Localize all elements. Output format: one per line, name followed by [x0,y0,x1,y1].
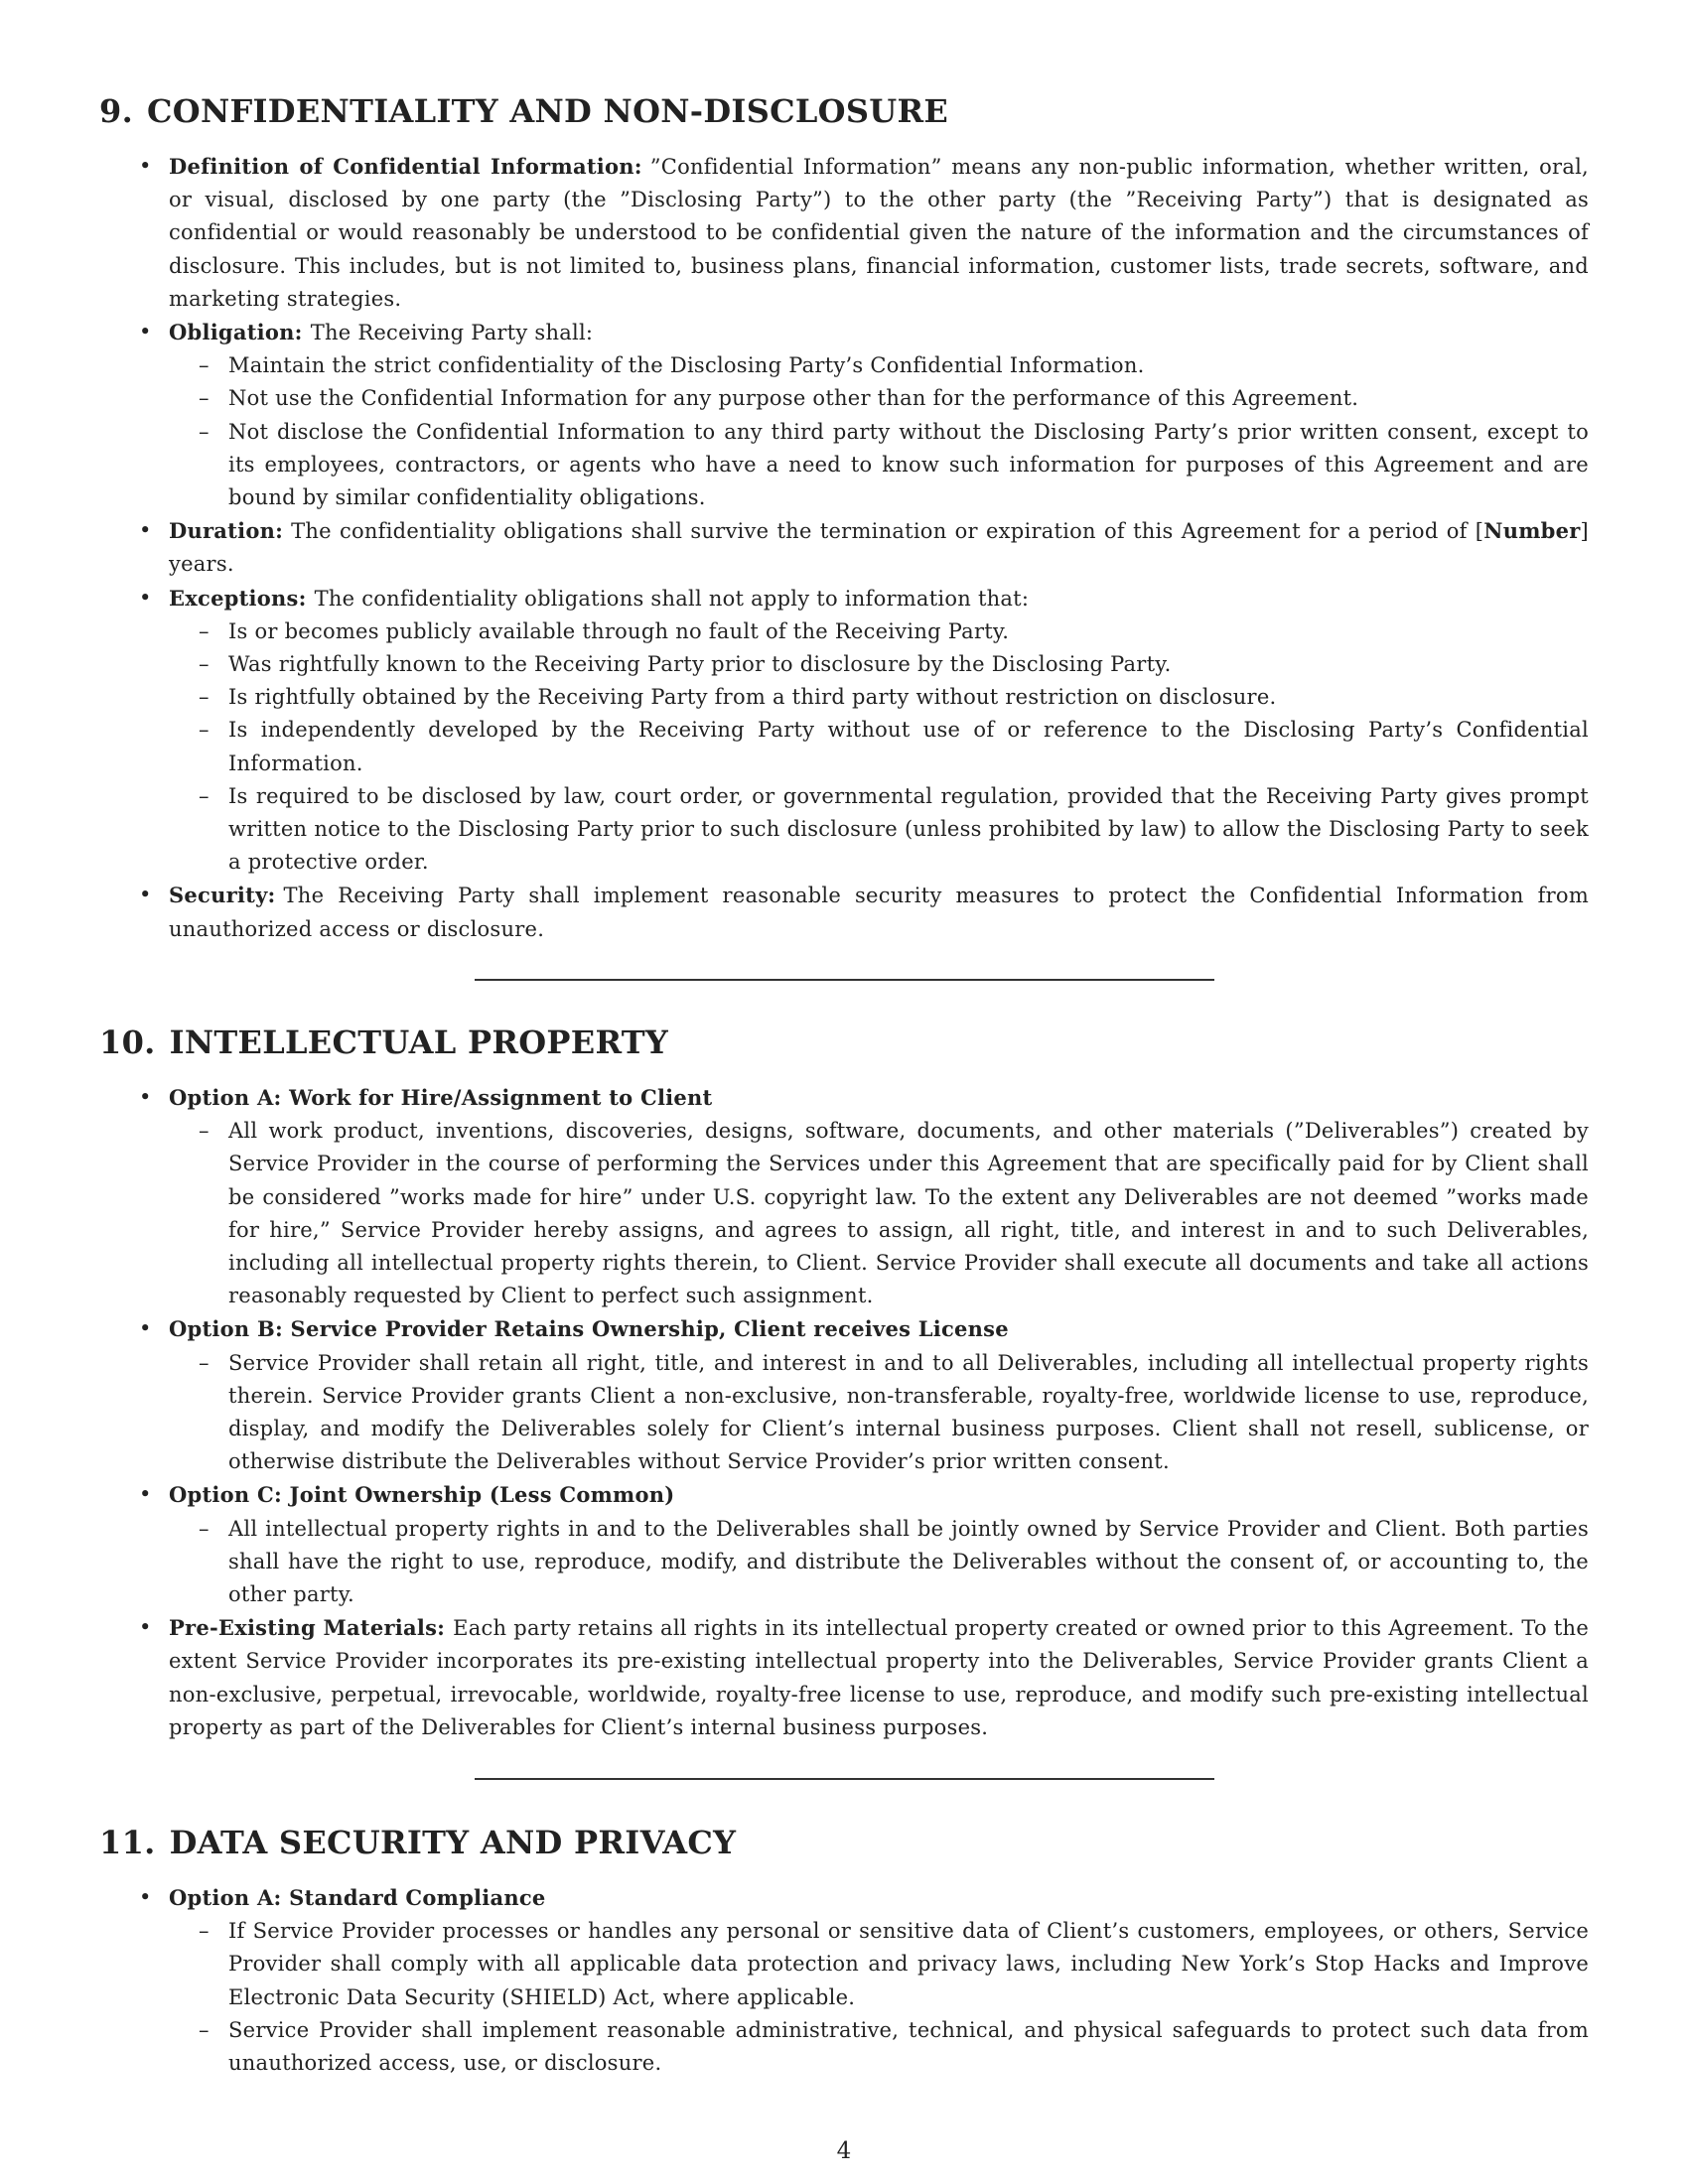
list-item-obligation [169,316,1589,514]
section-10-body [0,1081,1688,1744]
item-label: Option C: Joint Ownership (Less Common) [169,1482,675,1508]
sub-item: – Is independently developed by the Receiving Party without use of or reference to the Disclosing Party’s Confidential Information. [228,714,1589,779]
sub-item: – Maintain the strict confidentiality of the Disclosing Party’s Confidential Information. [228,349,1589,382]
sub-item: – Is or becomes publicly available through no fault of the Receiving Party. [228,615,1589,648]
sub-item: – Not disclose the Confidential Information to any third party without the Disclosing Party’s prior written consent, except to its employees, contractors, or agents who have a need to know such information for purposes of this Agreement and are bound by similar confidentiality obligations. [228,416,1589,515]
sub-item: – All work product, inventions, discoveries, designs, software, documents, and other materials (”Deliverables”) created by Service Provider in the course of performing the Services under this Agreement that are specifically paid for by Client shall be considered ”works made for hire” under U.S. copyright law. To the extent any Deliverables are not deemed ”works made for hire,” Service Provider hereby assigns, and agrees to assign, all right, title, and interest in and to such Deliverables, including all intellectual property rights therein, to Client. Service Provider shall execute all documents and take all actions reasonably requested by Client to perfect such assignment. [228,1115,1589,1312]
item-label: Duration: [169,518,284,544]
item-label: Option A: Work for Hire/Assignment to Client [169,1085,713,1110]
list-item-option-b [169,1312,1589,1478]
section-9-body [0,150,1688,946]
sub-list [169,1513,1589,1612]
sub-item: – Is required to be disclosed by law, court order, or governmental regulation, provided that the Receiving Party gives prompt written notice to the Disclosing Party prior to such disclosure (unless prohibited by law) to allow the Disclosing Party to seek a protective order. [228,780,1589,880]
bullet-list [0,150,1589,946]
item-text: The Receiving Party shall: [310,321,594,345]
item-text: The confidentiality obligations shall not apply to information that: [314,586,1030,611]
bullet-list [0,1081,1589,1744]
sub-item: – Service Provider shall implement reasonable administrative, technical, and physical safeguards to protect such data from unauthorized access, use, or disclosure. [228,2014,1589,2080]
sub-list [169,349,1589,514]
section-title: DATA SECURITY AND PRIVACY [169,1824,737,1861]
item-text-end: ] years. [169,519,1589,577]
sub-item: – Was rightfully known to the Receiving Party prior to disclosure by the Disclosing Party. [228,648,1589,681]
item-text: ”Confidential Information” means any non-public information, whether written, oral, or visual, disclosed by one party (the ”Disclosing Party”) to the other party (the ”Receiving Party”) that is designated as confidential or would reasonably be understood to be confidential given the nature of the information and the circumstances of disclosure. This includes, but is not limited to, business plans, financial information, customer lists, trade secrets, software, and marketing strategies. [169,155,1589,311]
list-item-duration [169,514,1589,581]
number-placeholder: Number [1483,518,1581,544]
item-label: Exceptions: [169,585,307,611]
sub-list [169,1915,1589,2080]
item-label: Obligation: [169,320,303,345]
sub-list [169,615,1589,880]
item-label: Pre-Existing Materials: [169,1615,446,1641]
section-title: CONFIDENTIALITY AND NON-DISCLOSURE [147,92,949,130]
item-label: Option B: Service Provider Retains Ownership, Client receives License [169,1316,1009,1342]
sub-list [169,1115,1589,1312]
item-text: The Receiving Party shall implement reasonable security measures to protect the Confidential Information from unauthorized access or disclosure. [169,884,1589,941]
page-number: 4 [836,2138,852,2164]
section-divider [475,1778,1214,1780]
list-item-option-a [169,1881,1589,2080]
list-item-option-a [169,1081,1589,1312]
item-label: Security: [169,883,276,908]
item-label: Definition of Confidential Information: [169,154,642,179]
list-item-security [169,879,1589,945]
section-number: 10. [99,1024,156,1061]
section-title: INTELLECTUAL PROPERTY [169,1024,669,1061]
sub-item: – Service Provider shall retain all right, title, and interest in and to all Deliverables, including all intellectual property rights therein. Service Provider grants Client a non-exclusive, non-transferable, royalty-free, worldwide license to use, reproduce, display, and modify the Deliverables solely for Client’s internal business purposes. Client shall not resell, sublicense, or otherwise distribute the Deliverables without Service Provider’s prior written consent. [228,1347,1589,1479]
section-divider [475,979,1214,981]
sub-item: – All intellectual property rights in and to the Deliverables shall be jointly owned by Service Provider and Client. Both parties shall have the right to use, reproduce, modify, and distribute the Deliverables without the consent of, or accounting to, the other party. [228,1513,1589,1612]
list-item-pre-existing [169,1611,1589,1744]
section-11-body [0,1881,1688,2080]
section-number: 11. [99,1824,156,1861]
sub-list [169,1347,1589,1479]
item-text: Each party retains all rights in its intellectual property created or owned prior to this Agreement. To the extent Service Provider incorporates its pre-existing intellectual property into the Deliverables, Service Provider grants Client a non-exclusive, perpetual, irrevocable, worldwide, royalty-free license to use, reproduce, and modify such pre-existing intellectual property as part of the Deliverables for Client’s internal business purposes. [169,1616,1589,1739]
section-10-heading [99,1024,668,1061]
sub-item: – Is rightfully obtained by the Receiving Party from a third party without restriction on disclosure. [228,681,1589,714]
list-item-option-c [169,1478,1589,1611]
item-text: The confidentiality obligations shall survive the termination or expiration of this Agreement for a period of [ [291,519,1484,544]
item-label: Option A: Standard Compliance [169,1885,546,1910]
section-11-heading [99,1824,736,1861]
section-9-heading [99,92,948,130]
section-number: 9. [99,92,134,130]
sub-item: – If Service Provider processes or handles any personal or sensitive data of Client’s customers, employees, or others, Service Provider shall comply with all applicable data protection and privacy laws, including New York’s Stop Hacks and Improve Electronic Data Security (SHIELD) Act, where applicable. [228,1915,1589,2014]
bullet-list [0,1881,1589,2080]
list-item-definition [169,150,1589,316]
list-item-exceptions [169,582,1589,880]
sub-item: – Not use the Confidential Information for any purpose other than for the performance of this Agreement. [228,382,1589,415]
